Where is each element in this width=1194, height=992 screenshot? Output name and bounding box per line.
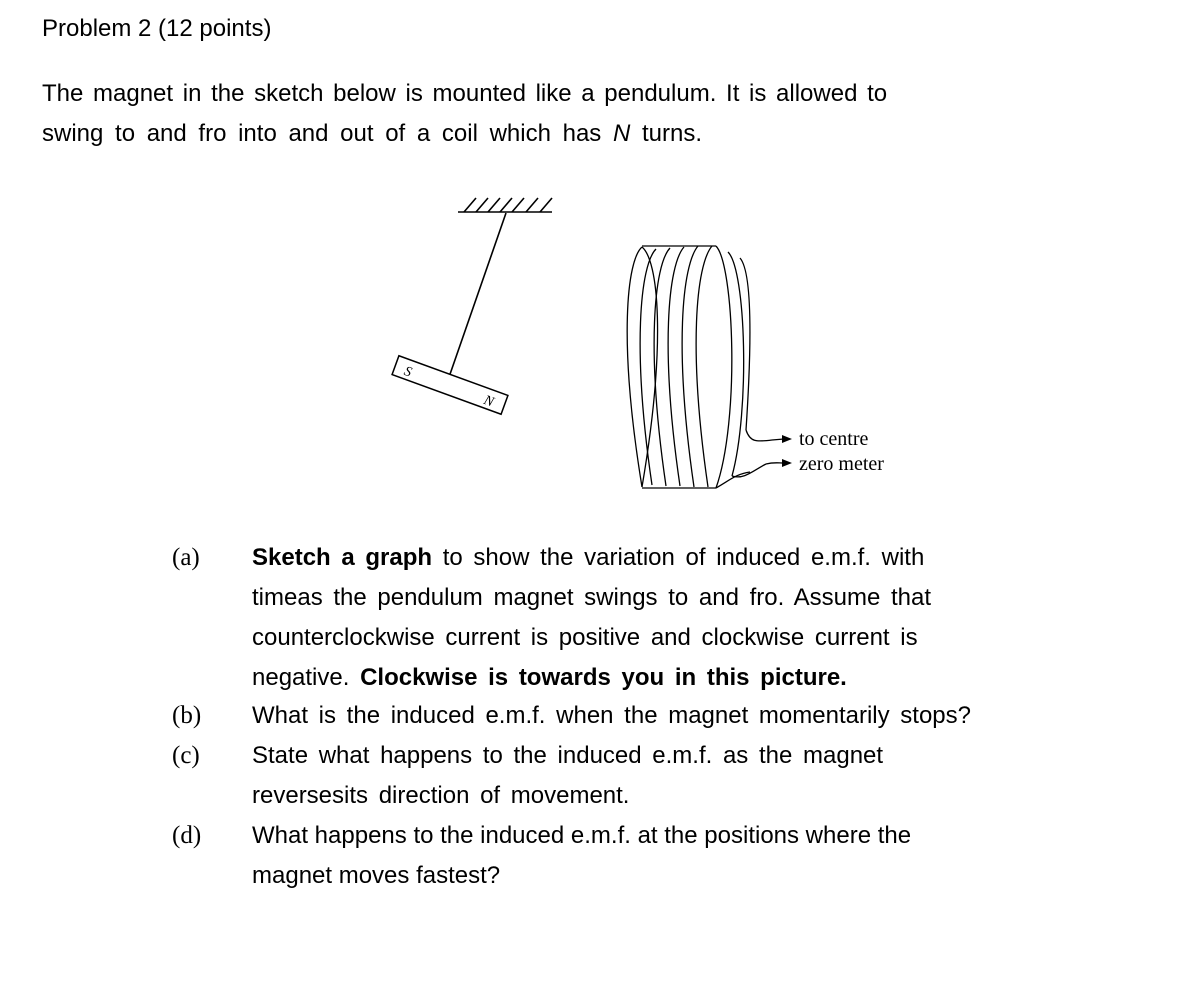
intro-paragraph [42, 74, 1022, 154]
intro-line-2-end: turns. [630, 120, 703, 147]
meter-label-line-2: zero meter [799, 453, 884, 475]
meter-wire-arrow-lower [782, 459, 792, 467]
magnet-south-label: S [401, 364, 414, 381]
question-a-text [252, 538, 1132, 698]
question-b-text [252, 696, 1132, 736]
turns-variable: N [612, 120, 631, 147]
question-a-line-1-rest: to show the variation of induced e.m.f. with [432, 544, 925, 571]
meter-label-line-1: to centre [799, 428, 869, 450]
question-a-line-1 [252, 538, 1132, 578]
question-a [0, 538, 1194, 698]
question-a-bold-1: Sketch a graph [252, 544, 433, 571]
magnet-north-label: N [481, 393, 496, 411]
problem-title: Problem 2 (12 points) [42, 15, 272, 42]
bar-magnet [392, 356, 508, 414]
question-c-label: (c) [172, 742, 200, 769]
question-a-line-4 [252, 658, 1132, 698]
question-d-text [252, 816, 1132, 896]
question-a-line-3: counterclockwise current is positive and clockwise current is [252, 624, 918, 651]
meter-wire-arrow-upper [782, 435, 792, 443]
pendulum-string [448, 213, 506, 380]
question-c-line-1: State what happens to the induced e.m.f. as the magnet [252, 742, 884, 769]
question-c-line-2: reversesits direction of movement. [252, 782, 630, 809]
question-d-line-2: magnet moves fastest? [252, 862, 501, 889]
question-d [0, 816, 1194, 896]
meter-wires [746, 430, 784, 464]
question-b [0, 696, 1194, 736]
coil [627, 246, 766, 488]
question-c-text [252, 736, 1132, 816]
intro-line-1: The magnet in the sketch below is mounted like a pendulum. It is allowed to [42, 80, 888, 107]
question-d-line-1: What happens to the induced e.m.f. at the positions where the [252, 822, 912, 849]
ceiling-support [458, 198, 552, 212]
question-a-line-4-plain: negative. [252, 664, 361, 691]
question-a-label: (a) [172, 544, 200, 571]
question-c [0, 736, 1194, 816]
question-b-label: (b) [172, 702, 202, 729]
question-a-line-2: timeas the pendulum magnet swings to and fro. Assume that [252, 584, 932, 611]
question-b-line-1: What is the induced e.m.f. when the magnet momentarily stops? [252, 702, 972, 729]
question-d-label: (d) [172, 822, 202, 849]
question-a-bold-2: Clockwise is towards you in this picture. [360, 664, 847, 691]
pendulum-coil-diagram [380, 180, 940, 500]
intro-line-2 [42, 114, 1022, 154]
intro-line-2-start: swing to and fro into and out of a coil which has [42, 120, 613, 147]
